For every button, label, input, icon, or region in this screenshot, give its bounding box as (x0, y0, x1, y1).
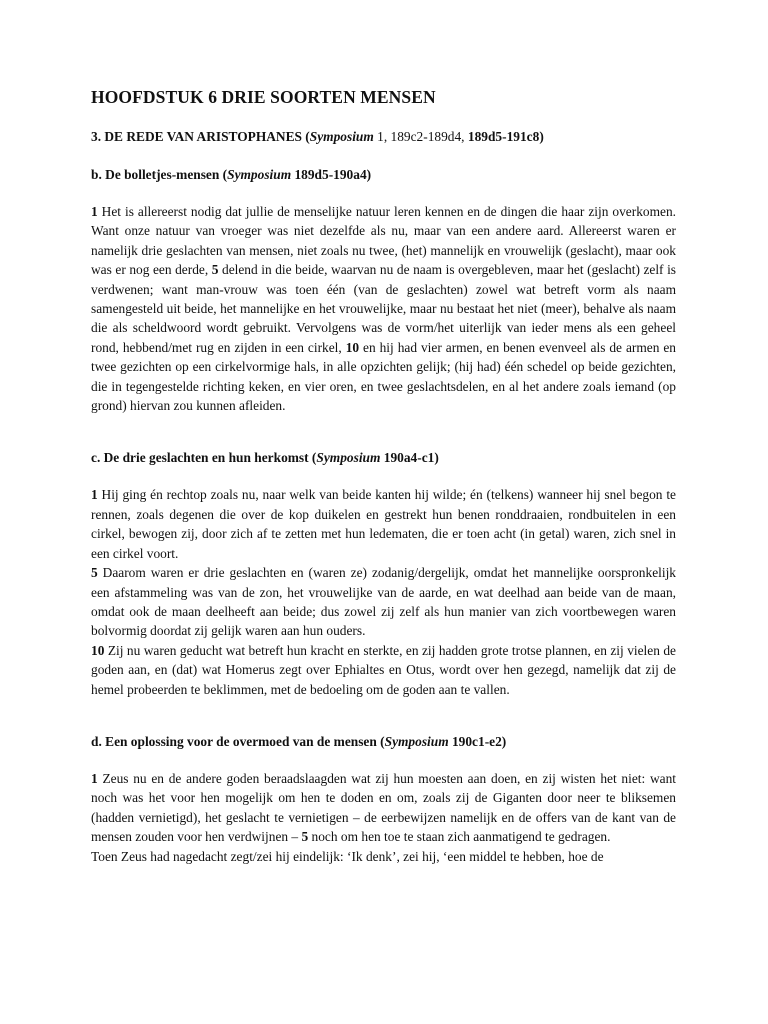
section-d-paragraph-1: 1 Zeus nu en de andere goden beraadslaagden wat zij hun moesten aan doen, en zij wisten het niet: want noch was het voor hen mogelijk om hen te doden en om, zoals zij de Giganten door neer te bliksemen (hadden vernietigd), het geslacht te vernietigen – de eerbewijzen namelijk en de offers van de kant van de mensen zouden voor hen verdwijnen – 5 noch om hen toe te staan zich aanmatigend te gedragen. (91, 770, 676, 845)
line-number: 1 (91, 487, 98, 503)
section-c-paragraph-3: 10 Zij nu waren geducht wat betreft hun kracht en sterkte, en zij hadden grote trotse plannen, en zij vielen de goden aan, en (dat) wat Homerus zegt over Ephialtes en Otus, wordt over hen gezegd, namelijk dat zij de hemel probeerden te beklimmen, met de bedoeling om de goden aan te vallen. (91, 642, 676, 697)
section-c-paragraph-1: 1 Hij ging én rechtop zoals nu, naar welk van beide kanten hij wilde; én (telkens) wanneer hij snel begon te rennen, zoals degenen die over de kop duikelen en gestrekt hun benen ronddraaien, rondbuitelen in een cirkel, bewogen zij, door zich af te zetten met hun ledematen, die er toen acht (in getal) waren, zich snel in een cirkel voort. (91, 487, 676, 561)
section-c-paragraph-2: 5 Daarom waren er drie geslachten en (waren ze) zodanig/dergelijk, omdat het mannelijke oorspronkelijk een afstammeling was van de zon, het vrouwelijke van de aarde, en wat deelhad aan beide van de maan, omdat ook de maan deelheeft aan beide; dus zowel zij zelf als hun manier van zich voortbewegen waren bolvormig doordat zij gelijk waren aan hun ouders. (91, 565, 676, 639)
document-page (91, 86, 676, 866)
line-number: 1 (91, 770, 98, 786)
section-d-heading: d. Een oplossing voor de overmoed van de mensen (Symposium 190c1-e2) (91, 733, 507, 749)
line-number: 5 (301, 829, 309, 845)
line-number: 10 (91, 642, 105, 658)
section-b-heading: b. De bolletjes-mensen (Symposium 189d5-190a4) (91, 167, 372, 182)
line-number: 5 (91, 565, 98, 581)
section-d-paragraph-2: Toen Zeus had nagedacht zegt/zei hij eindelijk: ‘Ik denk’, zei hij, ‘een middel te hebben, hoe de (91, 848, 604, 864)
section-b-paragraph: 1 Het is allereerst nodig dat jullie de menselijke natuur leren kennen en de dingen die haar zijn overkomen. Want onze natuur van vroeger was niet dezelfde als nu, maar van een andere aard. Allereerst waren er namelijk drie geslachten van mensen, niet zoals nu twee, (het) mannelijk en vrouwelijk (geslacht), maar ook was er nog een derde, 5 delend in die beide, waarvan nu de naam is overgebleven, maar het (geslacht) zelf is verdwenen; want man-vrouw was toen één (van de geslachten) zowel wat betreft vorm als naam samengesteld uit beide, het mannelijke en het vrouwelijke, maar nu bestaat het niet (meer), behalve als naam die als scheldwoord wordt gebruikt. Vervolgens was de vorm/het uiterlijk van ieder mens als een geheel rond, hebbend/met rug en zijden in een cirkel, 10 en hij had vier armen, en benen evenveel als de armen en twee gezichten op een cirkelvormige hals, in alle opzichten gelijk; (hij had) één schedel op beide gezichten, die in tegengestelde richting keken, en vier oren, en twee geslachtsdelen, en al het andere zoals iemand (op grond) hiervan zou kunnen afleiden. (91, 204, 677, 414)
section-c-heading: c. De drie geslachten en hun herkomst (Symposium 190a4-c1) (91, 450, 439, 466)
section-3-heading: 3. DE REDE VAN ARISTOPHANES (Symposium 1, 189c2-189d4, 189d5-191c8) (91, 129, 544, 144)
line-number: 10 (345, 339, 360, 355)
chapter-title: HOOFDSTUK 6 DRIE SOORTEN MENSEN (91, 87, 436, 107)
line-number: 5 (211, 262, 219, 278)
line-number: 1 (91, 204, 98, 219)
